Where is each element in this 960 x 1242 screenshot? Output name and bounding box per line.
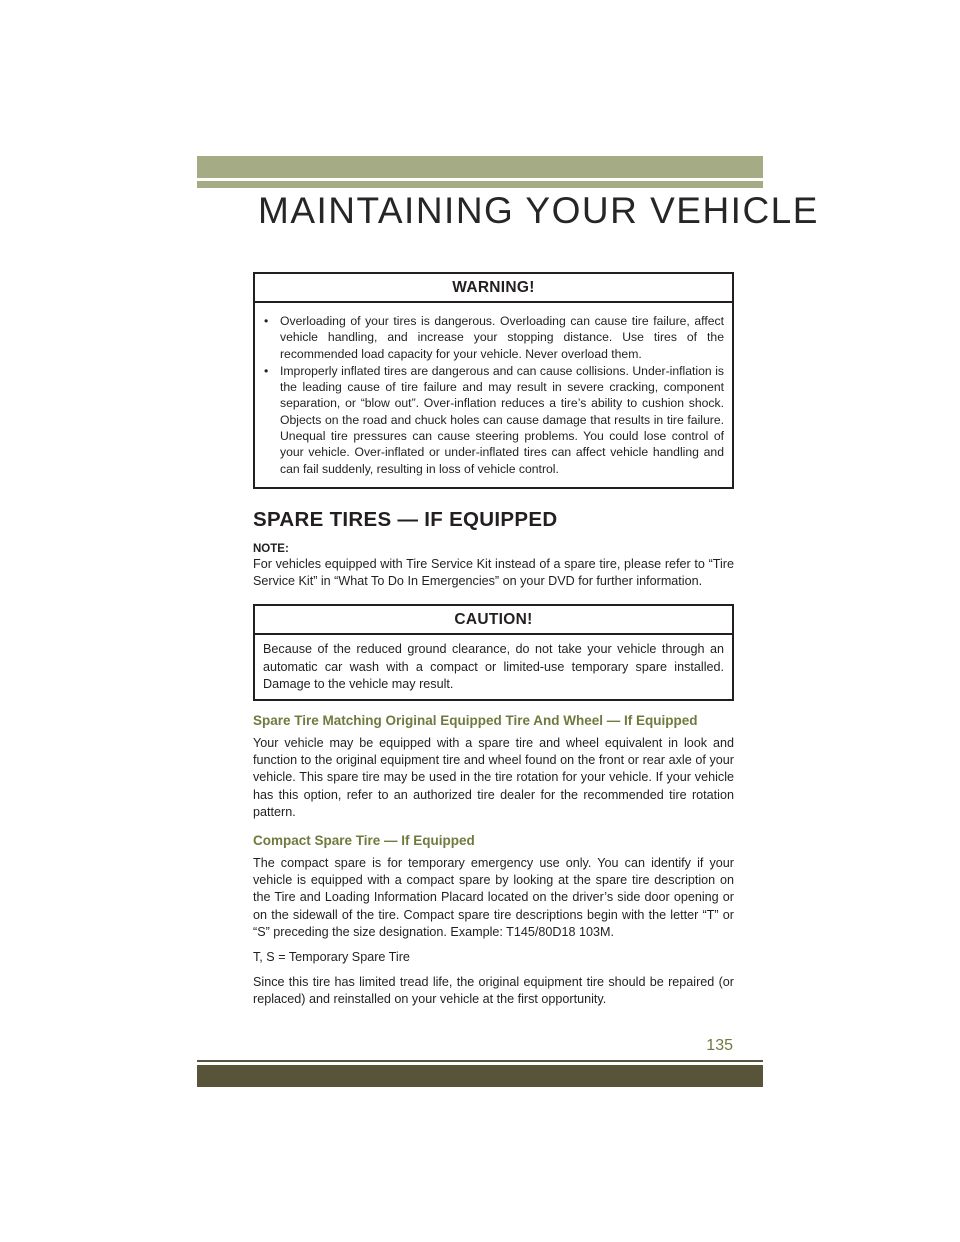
section-title: MAINTAINING YOUR VEHICLE	[258, 190, 819, 231]
warning-item	[263, 313, 724, 362]
caution-body: Because of the reduced ground clearance, do not take your vehicle through an automatic car wash with a compact or limited-use temporary spare installed. Damage to the vehicle may result.	[263, 642, 724, 691]
page-number: 135	[706, 1037, 733, 1054]
caution-title: CAUTION!	[255, 606, 732, 635]
note-text: For vehicles equipped with Tire Service Kit instead of a spare tire, please refer to “Tire Service Kit” in “What To Do In Emergencies” on your DVD for further information.	[253, 556, 734, 589]
warning-body	[255, 303, 732, 487]
compact-spare-paragraph: The compact spare is for temporary emergency use only. You can identify if your vehicle is equipped with a compact spare by looking at the spare tire description on the Tire and Loading Information Placard located on the driver’s side door opening or on the sidewall of the tire. Compact spare tire descriptions begin with the letter “T” or “S” preceding the size designation. Example: T145/80D18 103M.	[253, 856, 734, 939]
caution-box	[253, 604, 734, 701]
warning-title: WARNING!	[255, 274, 732, 303]
bullet-icon: •	[264, 363, 269, 378]
compact-spare-paragraph: T, S = Temporary Spare Tire	[253, 950, 410, 965]
warning-list	[263, 313, 724, 477]
bullet-icon: •	[264, 314, 269, 328]
note-label: NOTE:	[253, 542, 289, 555]
warning-item-text: Improperly inflated tires are dangerous and can cause collisions. Under-inflation is the leading cause of tire failure and may result in severe cracking, component separation, or “blow out”. Over-inflation reduces a tire’s ability to cushion shock. Objects on the road and chuck holes can cause damage that results in tire failure. Unequal tire pressures can cause steering problems. You could lose control of your vehicle. Over-inflated or under-inflated tires can affect vehicle handling and can fail suddenly, resulting in loss of vehicle control.	[280, 363, 724, 476]
page-content	[253, 272, 734, 1009]
compact-spare-heading: Compact Spare Tire — If Equipped	[253, 833, 475, 848]
warning-item-text: Overloading of your tires is dangerous. Overloading can cause tire failure, affect vehicle handling, and increase your stopping distance. Use tires of the recommended load capacity for your vehicle. Never overload them.	[280, 314, 724, 361]
header-rule	[197, 181, 763, 188]
matching-spare-heading: Spare Tire Matching Original Equipped Tire And Wheel — If Equipped	[253, 712, 698, 728]
warning-item	[263, 363, 724, 477]
matching-spare-text: Your vehicle may be equipped with a spare tire and wheel equivalent in look and function to the original equipment tire and wheel found on the front or rear axle of your vehicle. This spare tire may be used in the tire rotation for your vehicle. If your vehicle has this option, refer to an authorized tire dealer for the recommended tire rotation pattern.	[253, 735, 734, 819]
compact-spare-paragraph: Since this tire has limited tread life, the original equipment tire should be repaired (or replaced) and reinstalled on your vehicle at the first opportunity.	[253, 975, 734, 1007]
spare-tires-heading: SPARE TIRES — IF EQUIPPED	[253, 507, 558, 531]
header-bar	[197, 156, 763, 178]
footer-rule	[197, 1060, 763, 1062]
footer-bar	[197, 1065, 763, 1087]
warning-box	[253, 272, 734, 489]
